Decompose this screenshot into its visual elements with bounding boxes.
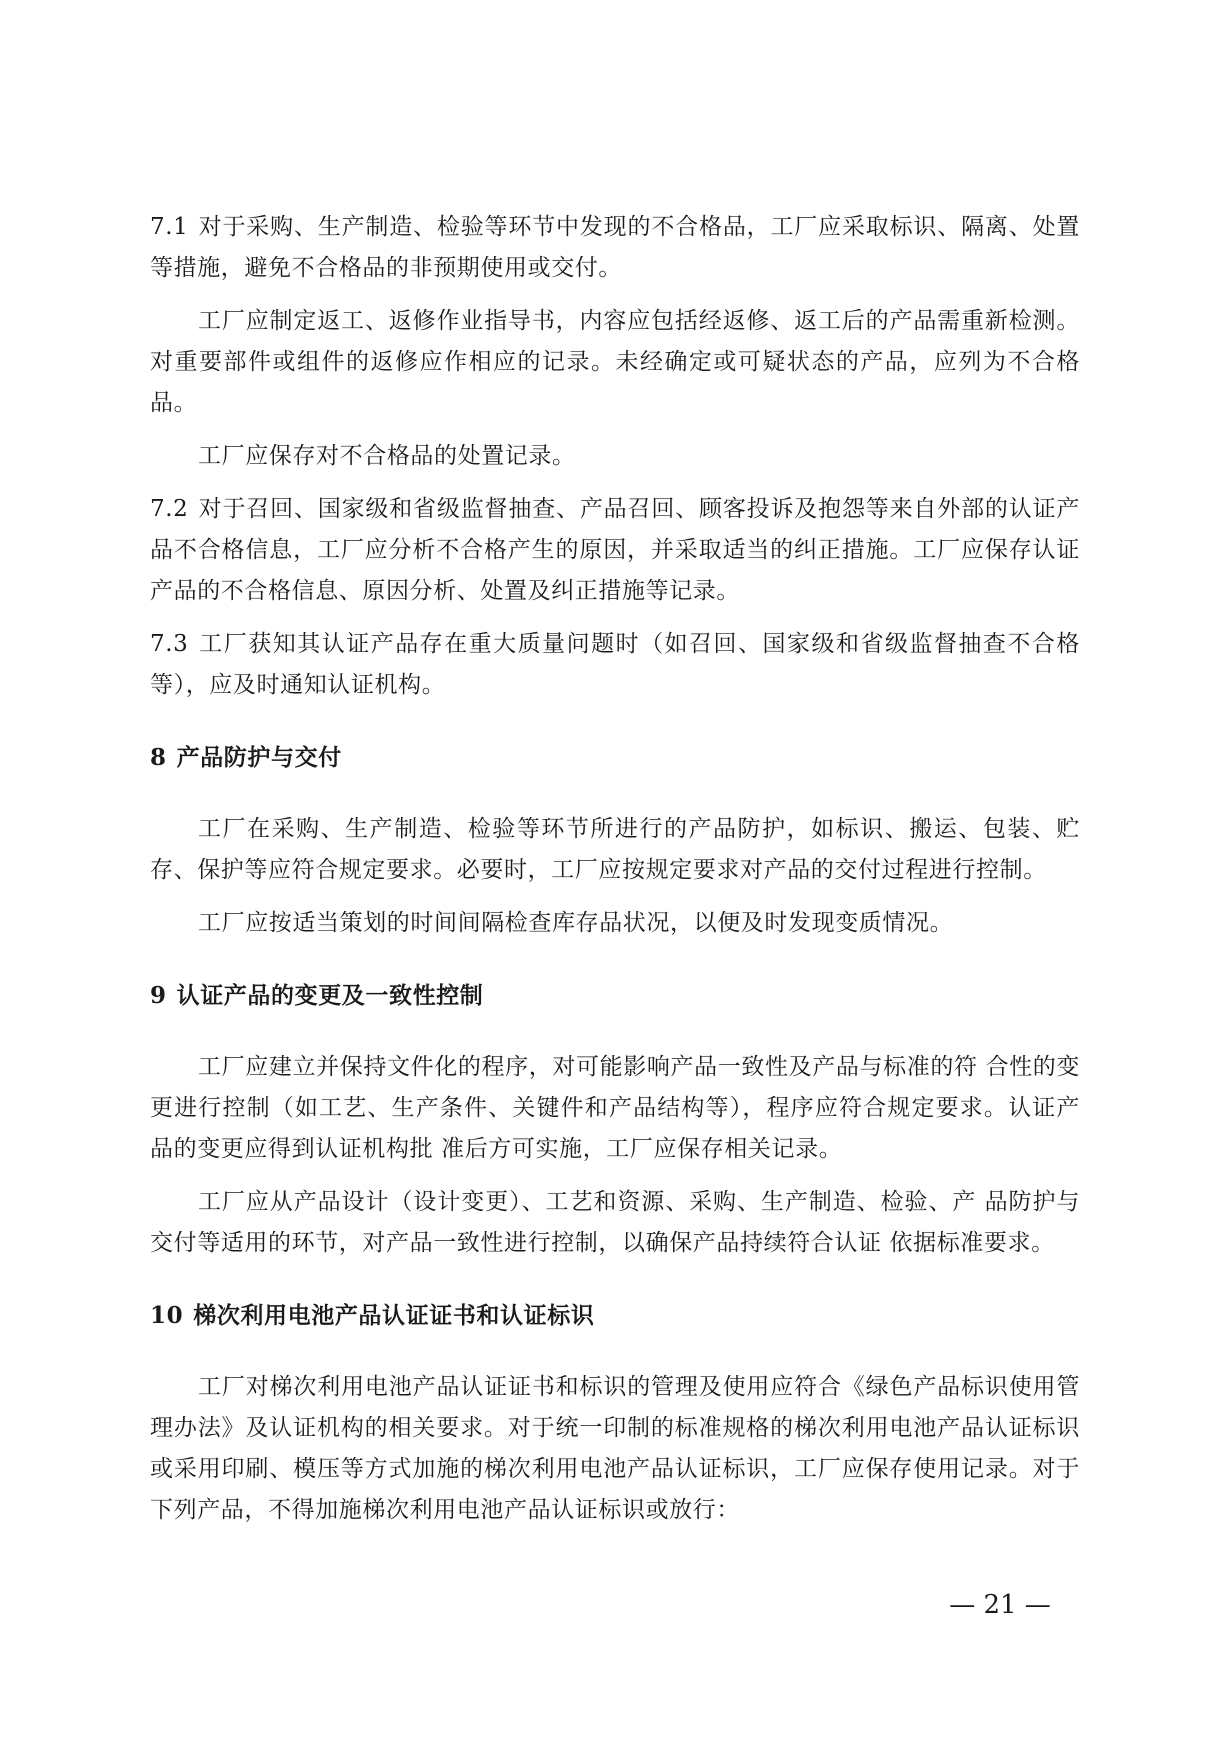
paragraph: 工厂对梯次利用电池产品认证证书和标识的管理及使用应符合《绿色产品标识使用管理办法》及认证机构的相关要求。对于统一印制的标准规格的梯次利用电池产品认证标识或采用印刷、模压等方式加施的梯次利用电池产品认证标识，工厂应保存使用记录。对于下列产品，不得加施梯次利用电池产品认证标识或放行：	[150, 1374, 1080, 1523]
section-number: 9	[150, 982, 167, 1009]
document-body	[150, 207, 1080, 1531]
clause-7-2	[150, 489, 1080, 612]
section-number: 8	[150, 744, 167, 771]
section-heading-10	[150, 1295, 1080, 1336]
clause-text: 工厂获知其认证产品存在重大质量问题时（如召回、国家级和省级监督抽查不合格等），应及时通知认证机构。	[150, 631, 1080, 698]
section-title: 梯次利用电池产品认证证书和认证标识	[193, 1302, 595, 1329]
clause-7-1	[150, 207, 1080, 289]
section-number: 10	[150, 1302, 184, 1329]
section-title: 认证产品的变更及一致性控制	[176, 982, 484, 1009]
paragraph: 工厂应按适当策划的时间间隔检查库存品状况，以便及时发现变质情况。	[198, 910, 954, 936]
paragraph: 工厂应保存对不合格品的处置记录。	[198, 443, 576, 469]
section-heading-9	[150, 975, 1080, 1016]
clause-text: 对于召回、国家级和省级监督抽查、产品召回、顾客投诉及抱怨等来自外部的认证产品不合格信息，工厂应分析不合格产生的原因，并采取适当的纠正措施。工厂应保存认证产品的不合格信息、原因分析、处置及纠正措施等记录。	[150, 496, 1080, 604]
section-heading-8	[150, 737, 1080, 778]
section-title: 产品防护与交付	[176, 744, 342, 771]
clause-7-3	[150, 624, 1080, 706]
clause-number: 7.3	[150, 631, 189, 657]
paragraph: 工厂应制定返工、返修作业指导书，内容应包括经返修、返工后的产品需重新检测。对重要部件或组件的返修应作相应的记录。未经确定或可疑状态的产品，应列为不合格品。	[150, 308, 1080, 416]
clause-number: 7.1	[150, 214, 189, 240]
clause-number: 7.2	[150, 496, 189, 522]
paragraph: 工厂应建立并保持文件化的程序，对可能影响产品一致性及产品与标准的符 合性的变更进行控制（如工艺、生产条件、关键件和产品结构等），程序应符合规定要求。认证产品的变更应得到认证机构批 准后方可实施，工厂应保存相关记录。	[150, 1054, 1080, 1162]
paragraph: 工厂应从产品设计（设计变更）、工艺和资源、采购、生产制造、检验、产 品防护与交付等适用的环节，对产品一致性进行控制，以确保产品持续符合认证 依据标准要求。	[150, 1189, 1080, 1256]
paragraph: 工厂在采购、生产制造、检验等环节所进行的产品防护，如标识、搬运、包装、贮存、保护等应符合规定要求。必要时，工厂应按规定要求对产品的交付过程进行控制。	[150, 816, 1080, 883]
clause-text: 对于采购、生产制造、检验等环节中发现的不合格品，工厂应采取标识、隔离、处置等措施，避免不合格品的非预期使用或交付。	[150, 214, 1080, 281]
page-number: — 21 —	[949, 1590, 1051, 1620]
